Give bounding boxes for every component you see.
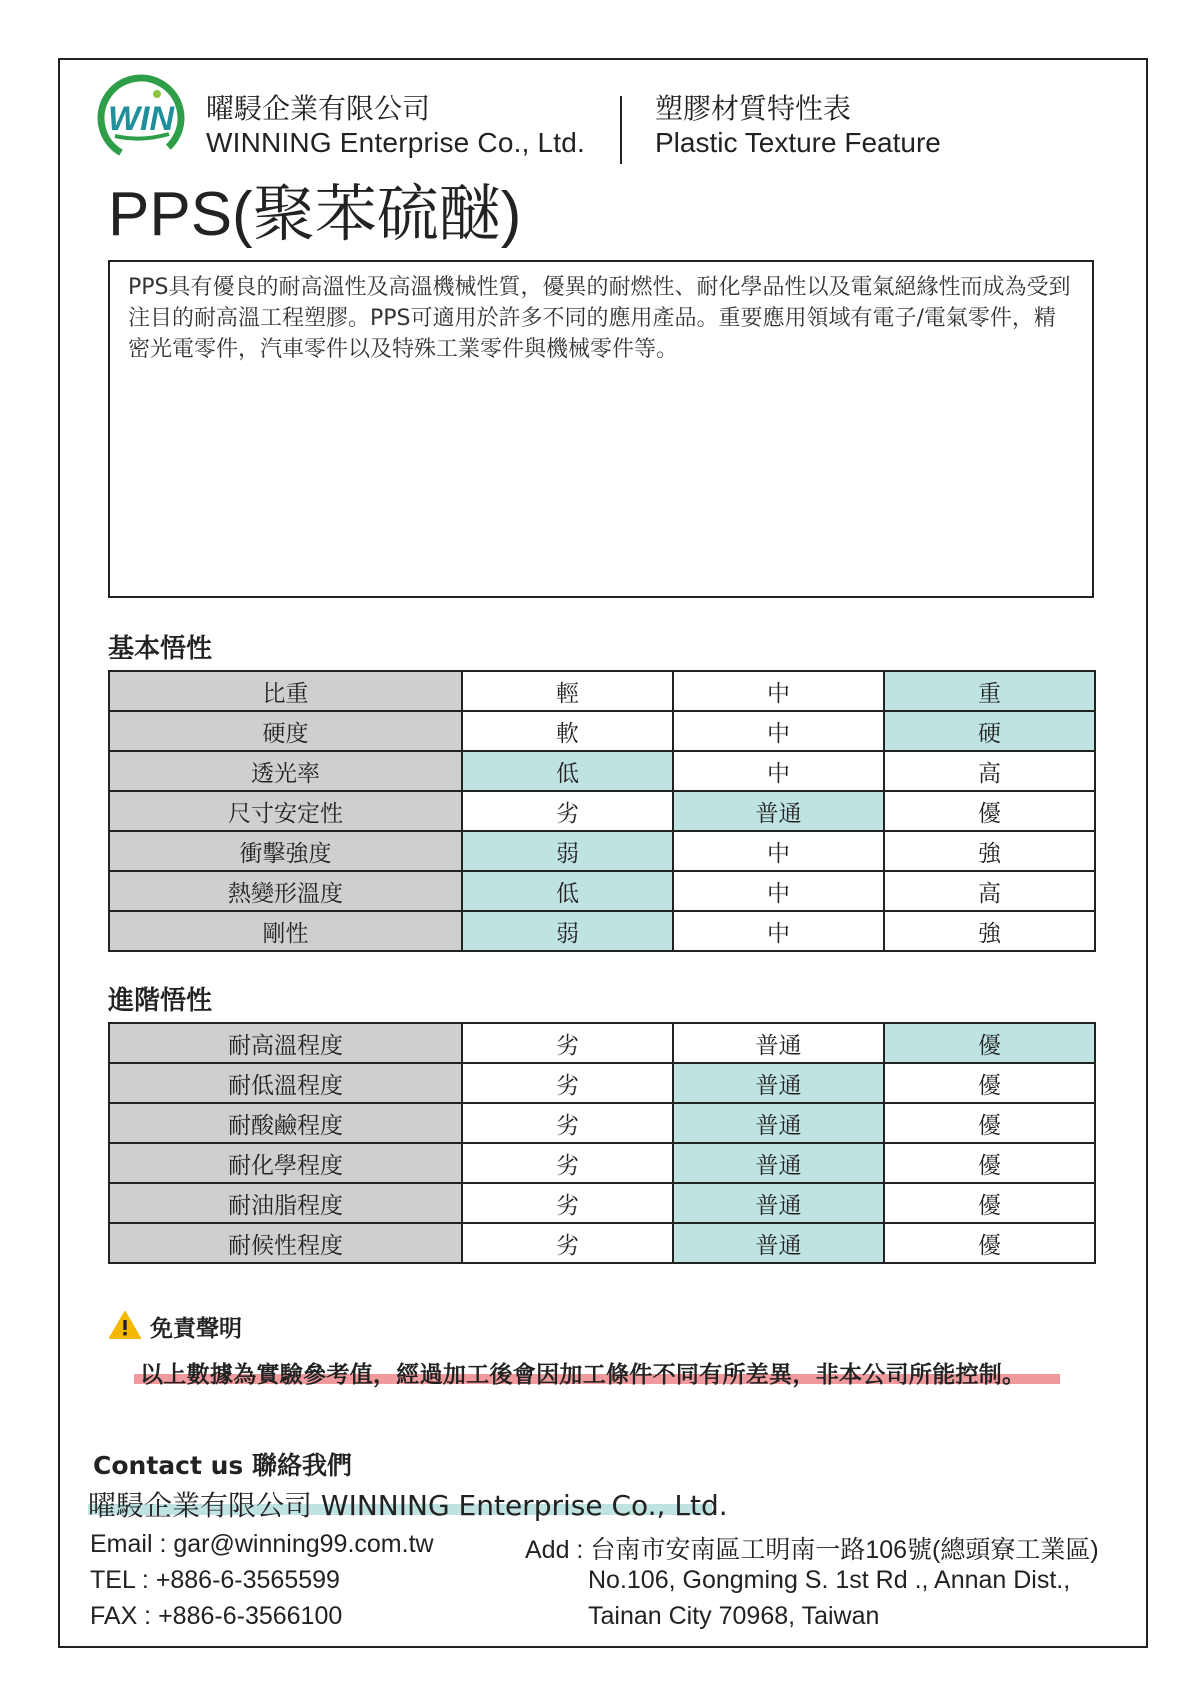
basic-property-option: 優: [884, 791, 1095, 831]
basic-property-option: 中: [673, 751, 884, 791]
basic-property-row-label: 剛性: [109, 911, 462, 951]
advanced-properties-title: 進階悟性: [108, 986, 213, 1016]
basic-property-option: 中: [673, 671, 884, 711]
basic-properties-title: 基本悟性: [108, 634, 213, 664]
basic-property-option-selected: 重: [884, 671, 1095, 711]
sheet-title-block: [655, 92, 941, 160]
advanced-property-row-label: 耐候性程度: [109, 1223, 462, 1263]
basic-property-option-selected: 低: [462, 751, 673, 791]
basic-property-option: 劣: [462, 791, 673, 831]
advanced-property-option: 劣: [462, 1223, 673, 1263]
contact-address-line-3: Tainan City 70968, Taiwan: [588, 1602, 880, 1630]
advanced-property-option-selected: 普通: [673, 1143, 884, 1183]
basic-property-option: 中: [673, 831, 884, 871]
advanced-property-option: 劣: [462, 1103, 673, 1143]
basic-property-option: 中: [673, 871, 884, 911]
contact-fax: FAX : +886-6-3566100: [90, 1602, 343, 1630]
contact-title: Contact us 聯絡我們: [93, 1451, 352, 1480]
basic-property-row: [109, 751, 1095, 791]
basic-property-row-label: 硬度: [109, 711, 462, 751]
company-name-zh: 曜駸企業有限公司: [206, 92, 431, 125]
advanced-property-option-selected: 普通: [673, 1223, 884, 1263]
advanced-property-option-selected: 普通: [673, 1103, 884, 1143]
contact-address-line-2: No.106, Gongming S. 1st Rd ., Annan Dist.,: [588, 1566, 1071, 1594]
contact-phone: TEL : +886-6-3565599: [90, 1566, 340, 1594]
advanced-property-row: [109, 1223, 1095, 1263]
contact-address-line-1: Add : 台南市安南區工明南一路106號(總頭寮工業區): [525, 1536, 1099, 1564]
sheet-title-en: Plastic Texture Feature: [655, 127, 941, 158]
advanced-property-option-selected: 普通: [673, 1183, 884, 1223]
company-logo-icon: [95, 72, 187, 164]
advanced-property-option: 普通: [673, 1023, 884, 1063]
basic-property-option-selected: 弱: [462, 831, 673, 871]
basic-property-option: 軟: [462, 711, 673, 751]
basic-property-row-label: 比重: [109, 671, 462, 711]
basic-property-option: 中: [673, 911, 884, 951]
basic-property-option: 強: [884, 831, 1095, 871]
advanced-property-option: 優: [884, 1223, 1095, 1263]
basic-property-option: 強: [884, 911, 1095, 951]
basic-property-row: [109, 911, 1095, 951]
advanced-property-row-label: 耐油脂程度: [109, 1183, 462, 1223]
advanced-property-row: [109, 1103, 1095, 1143]
basic-property-row: [109, 831, 1095, 871]
basic-property-row-label: 透光率: [109, 751, 462, 791]
company-name-block: [206, 92, 585, 160]
description-box: [108, 260, 1094, 598]
advanced-property-row: [109, 1143, 1095, 1183]
advanced-property-option: 劣: [462, 1063, 673, 1103]
advanced-property-row-label: 耐酸鹼程度: [109, 1103, 462, 1143]
description-text: PPS具有優良的耐高溫性及高溫機械性質，優異的耐燃性、耐化學品性以及電氣絕緣性而成為受到注目的耐高溫工程塑膠。PPS可適用於許多不同的應用產品。重要應用領域有電子/電氣零件，精密光電零件，汽車零件以及特殊工業零件與機械零件等。: [128, 275, 1071, 362]
basic-property-option-selected: 弱: [462, 911, 673, 951]
basic-property-row-label: 尺寸安定性: [109, 791, 462, 831]
basic-property-row-label: 熱變形溫度: [109, 871, 462, 911]
basic-properties-table: [108, 670, 1096, 952]
basic-property-option: 高: [884, 871, 1095, 911]
advanced-property-row: [109, 1063, 1095, 1103]
logo-text: WIN: [107, 100, 175, 138]
basic-property-option: 輕: [462, 671, 673, 711]
basic-property-row: [109, 671, 1095, 711]
contact-company-name: 曜駸企業有限公司 WINNING Enterprise Co., Ltd.: [88, 1489, 728, 1522]
advanced-property-option-selected: 普通: [673, 1063, 884, 1103]
basic-property-option-selected: 低: [462, 871, 673, 911]
material-title: PPS(聚苯硫醚): [108, 180, 522, 249]
advanced-properties-table: [108, 1022, 1096, 1264]
sheet-title-zh: 塑膠材質特性表: [655, 92, 852, 125]
basic-property-row: [109, 791, 1095, 831]
company-name-en: WINNING Enterprise Co., Ltd.: [206, 127, 586, 158]
basic-property-option-selected: 普通: [673, 791, 884, 831]
warning-icon: [108, 1310, 142, 1340]
advanced-property-option-selected: 優: [884, 1023, 1095, 1063]
advanced-property-row-label: 耐化學程度: [109, 1143, 462, 1183]
basic-property-option: 高: [884, 751, 1095, 791]
basic-property-row: [109, 871, 1095, 911]
disclaimer-title: 免責聲明: [150, 1316, 242, 1342]
header-divider: [620, 96, 622, 164]
advanced-property-option: 劣: [462, 1023, 673, 1063]
advanced-property-option: 優: [884, 1143, 1095, 1183]
contact-email: Email : gar@winning99.com.tw: [90, 1530, 434, 1558]
advanced-property-row-label: 耐高溫程度: [109, 1023, 462, 1063]
basic-property-option: 中: [673, 711, 884, 751]
advanced-property-option: 優: [884, 1183, 1095, 1223]
advanced-property-option: 劣: [462, 1143, 673, 1183]
basic-property-option-selected: 硬: [884, 711, 1095, 751]
basic-property-row: [109, 711, 1095, 751]
disclaimer-text: 以上數據為實驗參考值，經過加工後會因加工條件不同有所差異，非本公司所能控制。: [140, 1362, 1026, 1388]
advanced-property-row-label: 耐低溫程度: [109, 1063, 462, 1103]
advanced-property-row: [109, 1183, 1095, 1223]
advanced-property-row: [109, 1023, 1095, 1063]
advanced-property-option: 優: [884, 1103, 1095, 1143]
advanced-property-option: 劣: [462, 1183, 673, 1223]
advanced-property-option: 優: [884, 1063, 1095, 1103]
basic-property-row-label: 衝擊強度: [109, 831, 462, 871]
